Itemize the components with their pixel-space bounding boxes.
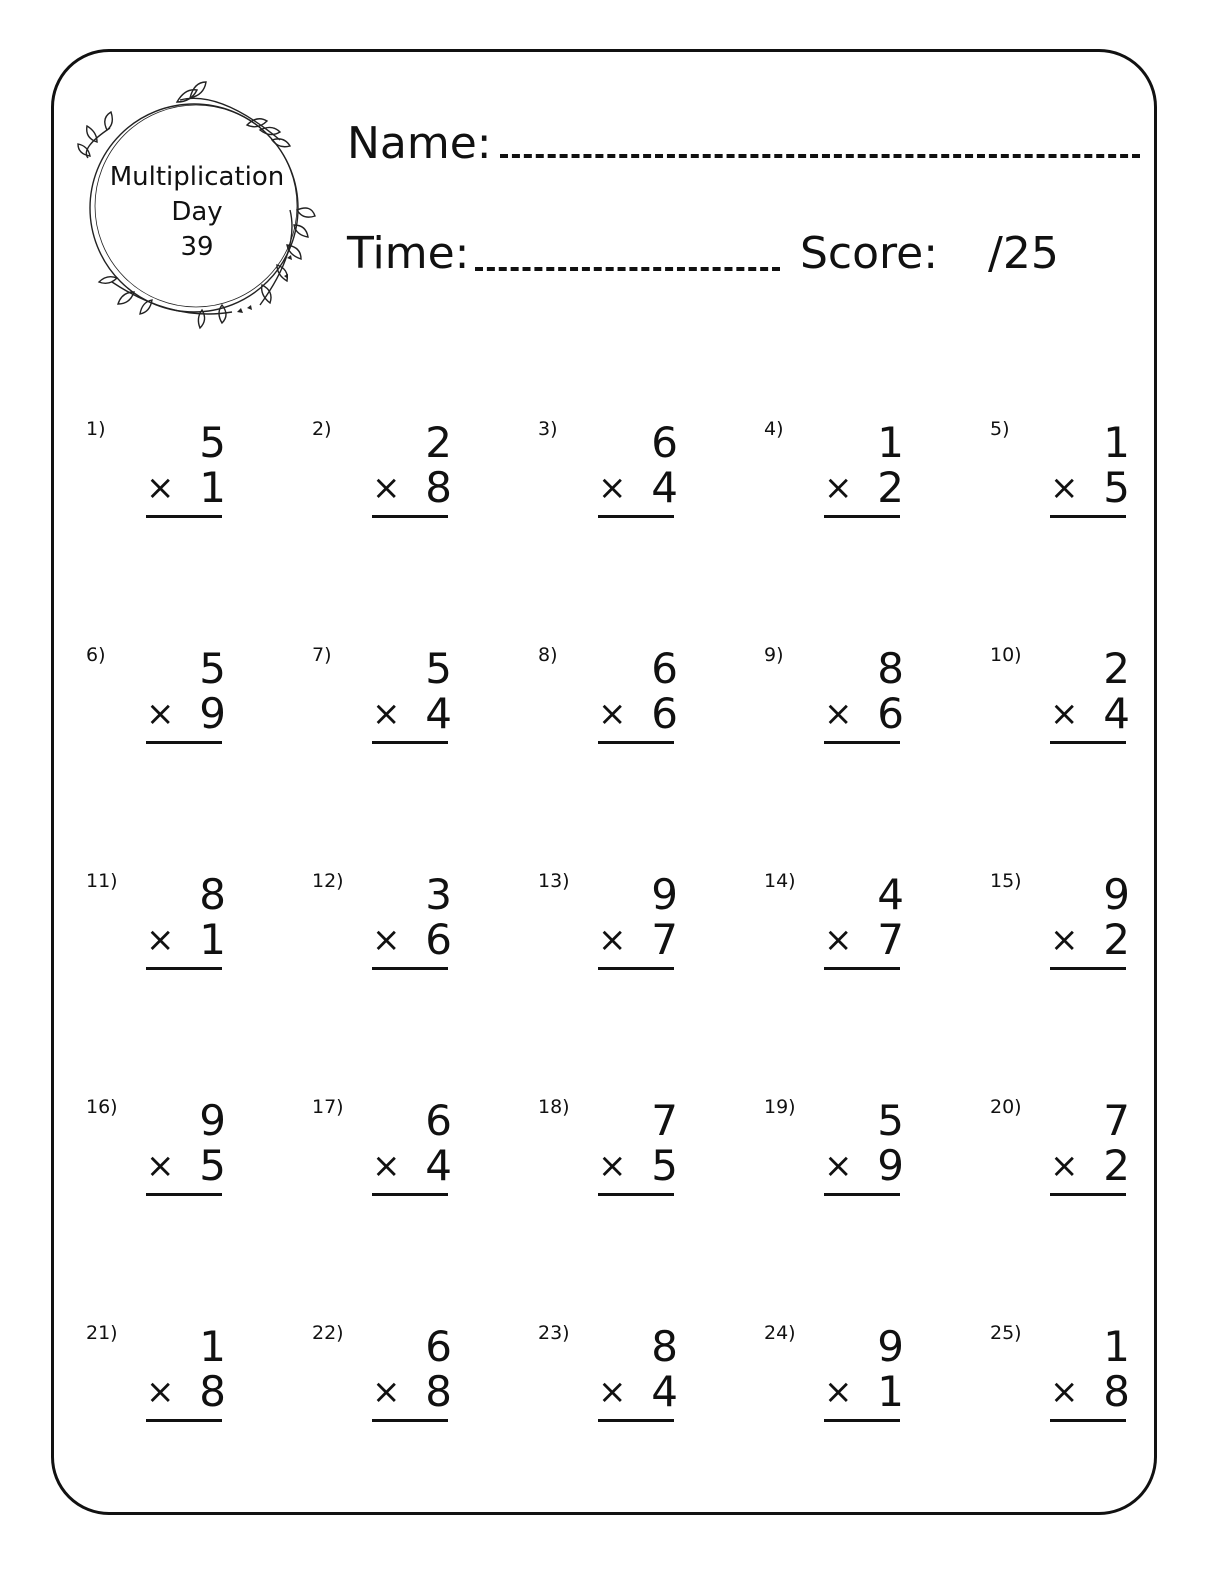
multiplicand: 5 bbox=[877, 1096, 904, 1145]
problem-item bbox=[312, 870, 452, 1000]
multiply-sign-icon: × bbox=[146, 1146, 175, 1186]
multiplicand: 6 bbox=[425, 1096, 452, 1145]
problem-number: 22) bbox=[312, 1322, 344, 1344]
problem-number: 16) bbox=[86, 1096, 118, 1118]
multiplier: 2 bbox=[877, 463, 904, 512]
problem-item bbox=[312, 644, 452, 774]
multiply-sign-icon: × bbox=[598, 920, 627, 960]
problem-item bbox=[990, 870, 1130, 1000]
answer-line[interactable] bbox=[1050, 741, 1126, 744]
multiplicand: 2 bbox=[425, 418, 452, 467]
multiplicand: 8 bbox=[651, 1322, 678, 1371]
multiplicand: 9 bbox=[1103, 870, 1130, 919]
answer-line[interactable] bbox=[598, 1419, 674, 1422]
problem-number: 24) bbox=[764, 1322, 796, 1344]
answer-line[interactable] bbox=[1050, 1419, 1126, 1422]
problem-item bbox=[990, 418, 1130, 548]
problem-number: 3) bbox=[538, 418, 558, 440]
badge-day-label: Day bbox=[171, 197, 223, 227]
multiplicand: 9 bbox=[199, 1096, 226, 1145]
name-label: Name: bbox=[347, 118, 492, 169]
multiplier: 4 bbox=[425, 689, 452, 738]
problem-item bbox=[86, 418, 226, 548]
multiplier: 4 bbox=[1103, 689, 1130, 738]
multiply-sign-icon: × bbox=[824, 1146, 853, 1186]
multiply-sign-icon: × bbox=[372, 920, 401, 960]
multiply-sign-icon: × bbox=[824, 1372, 853, 1412]
problem-number: 6) bbox=[86, 644, 106, 666]
multiplier: 6 bbox=[425, 915, 452, 964]
problem-item bbox=[538, 870, 678, 1000]
multiplicand: 6 bbox=[651, 644, 678, 693]
problem-number: 9) bbox=[764, 644, 784, 666]
answer-line[interactable] bbox=[1050, 515, 1126, 518]
problem-item bbox=[990, 644, 1130, 774]
problem-number: 13) bbox=[538, 870, 570, 892]
multiplicand: 8 bbox=[877, 644, 904, 693]
problem-item bbox=[86, 644, 226, 774]
multiply-sign-icon: × bbox=[598, 468, 627, 508]
problem-item bbox=[538, 1322, 678, 1452]
multiplier: 1 bbox=[199, 463, 226, 512]
problem-number: 14) bbox=[764, 870, 796, 892]
multiply-sign-icon: × bbox=[598, 1372, 627, 1412]
answer-line[interactable] bbox=[146, 1419, 222, 1422]
multiplicand: 1 bbox=[1103, 418, 1130, 467]
problem-item bbox=[990, 1322, 1130, 1452]
badge-day-number: 39 bbox=[180, 232, 214, 262]
problem-item bbox=[86, 1096, 226, 1226]
answer-line[interactable] bbox=[146, 1193, 222, 1196]
multiplier: 4 bbox=[425, 1141, 452, 1190]
multiplicand: 5 bbox=[199, 418, 226, 467]
name-blank-line[interactable] bbox=[500, 154, 1140, 158]
multiplier: 9 bbox=[199, 689, 226, 738]
multiply-sign-icon: × bbox=[372, 1372, 401, 1412]
problem-number: 8) bbox=[538, 644, 558, 666]
multiplicand: 6 bbox=[425, 1322, 452, 1371]
answer-line[interactable] bbox=[372, 1419, 448, 1422]
problem-number: 19) bbox=[764, 1096, 796, 1118]
multiply-sign-icon: × bbox=[824, 694, 853, 734]
score-total: /25 bbox=[988, 228, 1059, 279]
multiplier: 2 bbox=[1103, 1141, 1130, 1190]
time-label: Time: bbox=[347, 228, 470, 279]
problem-item bbox=[86, 1322, 226, 1452]
multiplier: 6 bbox=[651, 689, 678, 738]
multiply-sign-icon: × bbox=[372, 694, 401, 734]
multiplier: 4 bbox=[651, 463, 678, 512]
multiplicand: 3 bbox=[425, 870, 452, 919]
multiplier: 8 bbox=[199, 1367, 226, 1416]
problem-item bbox=[990, 1096, 1130, 1226]
score-label: Score: bbox=[800, 228, 939, 279]
multiplicand: 7 bbox=[1103, 1096, 1130, 1145]
problem-item bbox=[86, 870, 226, 1000]
multiply-sign-icon: × bbox=[146, 694, 175, 734]
multiplier: 1 bbox=[199, 915, 226, 964]
problem-item bbox=[312, 1096, 452, 1226]
answer-line[interactable] bbox=[372, 1193, 448, 1196]
multiplier: 5 bbox=[651, 1141, 678, 1190]
multiplier: 6 bbox=[877, 689, 904, 738]
problem-item bbox=[538, 1096, 678, 1226]
multiplicand: 8 bbox=[199, 870, 226, 919]
answer-line[interactable] bbox=[1050, 1193, 1126, 1196]
multiply-sign-icon: × bbox=[146, 468, 175, 508]
problem-number: 12) bbox=[312, 870, 344, 892]
multiply-sign-icon: × bbox=[1050, 1146, 1079, 1186]
multiplier: 5 bbox=[1103, 463, 1130, 512]
multiplicand: 1 bbox=[877, 418, 904, 467]
problem-number: 5) bbox=[990, 418, 1010, 440]
problem-item bbox=[764, 418, 904, 548]
multiply-sign-icon: × bbox=[1050, 920, 1079, 960]
time-blank-line[interactable] bbox=[475, 267, 780, 271]
multiply-sign-icon: × bbox=[824, 920, 853, 960]
multiplier: 7 bbox=[877, 915, 904, 964]
multiplicand: 7 bbox=[651, 1096, 678, 1145]
answer-line[interactable] bbox=[824, 741, 900, 744]
problem-item bbox=[764, 1322, 904, 1452]
problem-number: 25) bbox=[990, 1322, 1022, 1344]
multiplier: 9 bbox=[877, 1141, 904, 1190]
multiplicand: 1 bbox=[199, 1322, 226, 1371]
answer-line[interactable] bbox=[1050, 967, 1126, 970]
problem-item bbox=[312, 418, 452, 548]
problem-number: 7) bbox=[312, 644, 332, 666]
problem-number: 4) bbox=[764, 418, 784, 440]
multiplicand: 1 bbox=[1103, 1322, 1130, 1371]
multiply-sign-icon: × bbox=[824, 468, 853, 508]
multiply-sign-icon: × bbox=[372, 1146, 401, 1186]
multiplier: 2 bbox=[1103, 915, 1130, 964]
answer-line[interactable] bbox=[372, 741, 448, 744]
multiplicand: 9 bbox=[877, 1322, 904, 1371]
badge-title: Multiplication bbox=[109, 162, 285, 192]
problem-number: 15) bbox=[990, 870, 1022, 892]
problem-number: 20) bbox=[990, 1096, 1022, 1118]
multiplier: 1 bbox=[877, 1367, 904, 1416]
multiplier: 8 bbox=[425, 1367, 452, 1416]
problem-item bbox=[538, 644, 678, 774]
problem-item bbox=[764, 870, 904, 1000]
answer-line[interactable] bbox=[598, 967, 674, 970]
multiply-sign-icon: × bbox=[1050, 468, 1079, 508]
multiplicand: 5 bbox=[425, 644, 452, 693]
multiply-sign-icon: × bbox=[146, 1372, 175, 1412]
answer-line[interactable] bbox=[372, 515, 448, 518]
answer-line[interactable] bbox=[824, 1419, 900, 1422]
answer-line[interactable] bbox=[146, 741, 222, 744]
problem-number: 21) bbox=[86, 1322, 118, 1344]
problem-item bbox=[312, 1322, 452, 1452]
multiplicand: 9 bbox=[651, 870, 678, 919]
multiplicand: 2 bbox=[1103, 644, 1130, 693]
answer-line[interactable] bbox=[598, 1193, 674, 1196]
multiply-sign-icon: × bbox=[146, 920, 175, 960]
multiply-sign-icon: × bbox=[372, 468, 401, 508]
problem-item bbox=[538, 418, 678, 548]
problem-item bbox=[764, 644, 904, 774]
problem-number: 17) bbox=[312, 1096, 344, 1118]
multiply-sign-icon: × bbox=[598, 1146, 627, 1186]
answer-line[interactable] bbox=[598, 741, 674, 744]
answer-line[interactable] bbox=[146, 515, 222, 518]
multiplicand: 5 bbox=[199, 644, 226, 693]
answer-line[interactable] bbox=[824, 967, 900, 970]
answer-line[interactable] bbox=[598, 515, 674, 518]
problem-number: 18) bbox=[538, 1096, 570, 1118]
multiplicand: 6 bbox=[651, 418, 678, 467]
multiply-sign-icon: × bbox=[598, 694, 627, 734]
answer-line[interactable] bbox=[146, 967, 222, 970]
multiply-sign-icon: × bbox=[1050, 1372, 1079, 1412]
multiplier: 4 bbox=[651, 1367, 678, 1416]
problem-number: 10) bbox=[990, 644, 1022, 666]
problem-number: 11) bbox=[86, 870, 118, 892]
problem-item bbox=[764, 1096, 904, 1226]
answer-line[interactable] bbox=[372, 967, 448, 970]
multiply-sign-icon: × bbox=[1050, 694, 1079, 734]
multiplier: 8 bbox=[1103, 1367, 1130, 1416]
title-badge bbox=[72, 80, 322, 330]
problem-number: 2) bbox=[312, 418, 332, 440]
answer-line[interactable] bbox=[824, 1193, 900, 1196]
answer-line[interactable] bbox=[824, 515, 900, 518]
problem-number: 23) bbox=[538, 1322, 570, 1344]
multiplier: 7 bbox=[651, 915, 678, 964]
multiplicand: 4 bbox=[877, 870, 904, 919]
problem-number: 1) bbox=[86, 418, 106, 440]
multiplier: 8 bbox=[425, 463, 452, 512]
multiplier: 5 bbox=[199, 1141, 226, 1190]
